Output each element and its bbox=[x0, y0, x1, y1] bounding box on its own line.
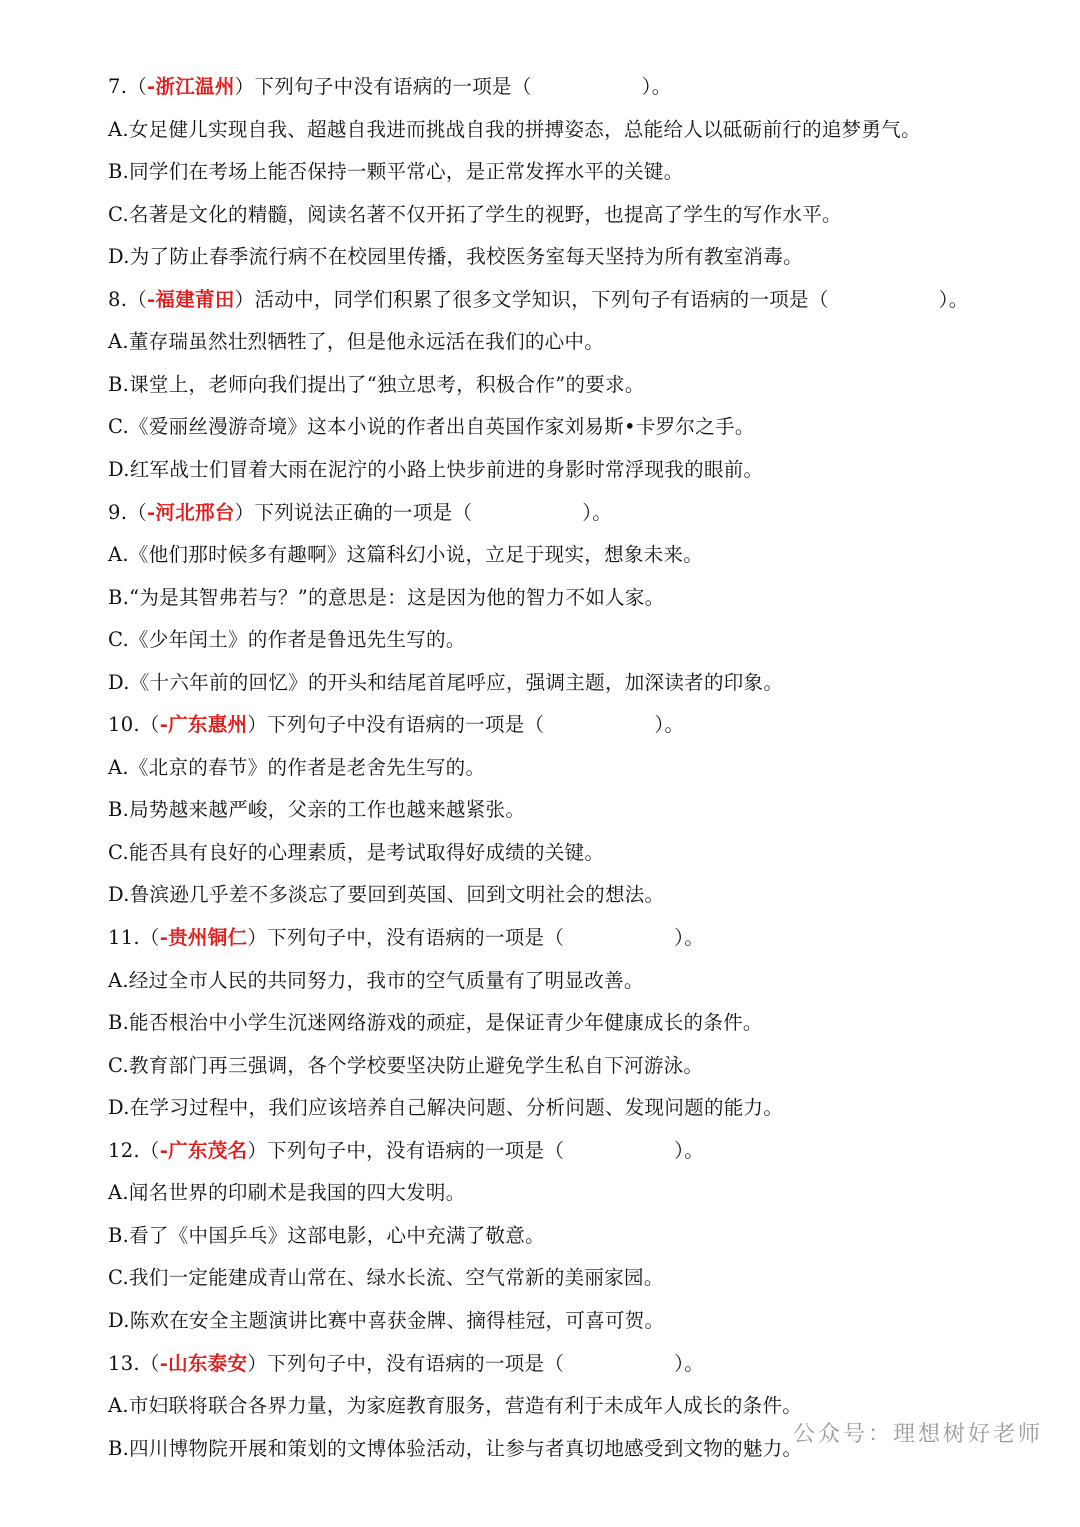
answer-option: C.《爱丽丝漫游奇境》这本小说的作者出自英国作家刘易斯•卡罗尔之手。 bbox=[108, 415, 755, 439]
question-source: -广东惠州 bbox=[159, 713, 248, 737]
answer-option: D.陈欢在安全主题演讲比赛中喜获金牌、摘得桂冠，可喜可贺。 bbox=[108, 1308, 665, 1332]
answer-option: B.“为是其智弗若与？”的意思是：这是因为他的智力不如人家。 bbox=[108, 585, 665, 609]
question-text: 下列句子中，没有语病的一项是（ bbox=[267, 926, 565, 949]
question-source: -福建莆田 bbox=[147, 287, 235, 311]
answer-option: A.市妇联将联合各界力量，为家庭教育服务，营造有利于未成年人成长的条件。 bbox=[108, 1394, 803, 1418]
question-stem: 11.（-贵州铜仁）下列句子中，没有语病的一项是（ ）。 bbox=[108, 926, 705, 949]
answer-option: D.《十六年前的回忆》的开头和结尾首尾呼应，强调主题，加深读者的印象。 bbox=[108, 670, 784, 694]
question-number: 13. bbox=[108, 1351, 140, 1375]
question-source: -浙江温州 bbox=[147, 75, 235, 98]
answer-option: C.名著是文化的精髓，阅读名著不仅开拓了学生的视野，也提高了学生的写作水平。 bbox=[108, 202, 842, 226]
question-text: 活动中，同学们积累了很多文学知识，下列句子有语病的一项是（ bbox=[254, 287, 829, 311]
answer-option: B.能否根治中小学生沉迷网络游戏的顽症，是保证青少年健康成长的条件。 bbox=[108, 1011, 763, 1035]
question-number: 10. bbox=[108, 713, 140, 737]
question-stem: 7.（-浙江温州）下列句子中没有语病的一项是（ ）。 bbox=[108, 75, 672, 98]
answer-option: C.教育部门再三强调，各个学校要坚决防止避免学生私自下河游泳。 bbox=[108, 1053, 704, 1077]
question-source: -河北邢台 bbox=[147, 500, 235, 524]
question-number: 8. bbox=[108, 287, 128, 311]
question-close: ）。 bbox=[938, 287, 969, 311]
answer-option: B.看了《中国乒乓》这部电影，心中充满了敬意。 bbox=[108, 1223, 545, 1247]
answer-option: C.《少年闰土》的作者是鲁迅先生写的。 bbox=[108, 628, 466, 652]
answer-option: D.红军战士们冒着大雨在泥泞的小路上快步前进的身影时常浮现我的眼前。 bbox=[108, 457, 764, 481]
question-stem: 8.（-福建莆田）活动中，同学们积累了很多文学知识，下列句子有语病的一项是（ ）。 bbox=[108, 287, 969, 311]
answer-option: A.经过全市人民的共同努力，我市的空气质量有了明显改善。 bbox=[108, 968, 644, 992]
question-close: ）。 bbox=[674, 926, 705, 949]
answer-option: A.《北京的春节》的作者是老舍先生写的。 bbox=[108, 755, 486, 779]
question-stem: 10.（-广东惠州）下列句子中没有语病的一项是（ ）。 bbox=[108, 713, 685, 737]
question-stem: 9.（-河北邢台）下列说法正确的一项是（ ）。 bbox=[108, 500, 613, 524]
question-number: 11. bbox=[108, 926, 140, 949]
question-close: ）。 bbox=[582, 500, 613, 524]
question-text: 下列句子中没有语病的一项是（ bbox=[254, 75, 532, 98]
question-number: 12. bbox=[108, 1138, 140, 1162]
question-source: -贵州铜仁 bbox=[159, 926, 248, 949]
question-close: ）。 bbox=[674, 1351, 705, 1375]
question-close: ）。 bbox=[674, 1138, 705, 1162]
answer-option: B.四川博物院开展和策划的文博体验活动，让参与者真切地感受到文物的魅力。 bbox=[108, 1436, 803, 1460]
question-stem: 13.（-山东泰安）下列句子中，没有语病的一项是（ ）。 bbox=[108, 1351, 705, 1375]
question-number: 9. bbox=[108, 500, 128, 524]
question-source: -山东泰安 bbox=[159, 1351, 248, 1375]
question-text: 下列说法正确的一项是（ bbox=[254, 500, 473, 524]
answer-option: D.鲁滨逊几乎差不多淡忘了要回到英国、回到文明社会的想法。 bbox=[108, 883, 665, 907]
question-close: ）。 bbox=[654, 713, 685, 737]
answer-option: A.闻名世界的印刷术是我国的四大发明。 bbox=[108, 1181, 466, 1205]
answer-option: C.我们一定能建成青山常在、绿水长流、空气常新的美丽家园。 bbox=[108, 1266, 664, 1290]
question-text: 下列句子中，没有语病的一项是（ bbox=[267, 1351, 565, 1375]
watermark: 公众号：理想树好老师 bbox=[793, 1422, 1044, 1447]
question-stem: 12.（-广东茂名）下列句子中，没有语病的一项是（ ）。 bbox=[108, 1138, 705, 1162]
answer-option: B.课堂上，老师向我们提出了“独立思考，积极合作”的要求。 bbox=[108, 372, 645, 396]
answer-option: D.为了防止春季流行病不在校园里传播，我校医务室每天坚持为所有教室消毒。 bbox=[108, 245, 803, 269]
answer-option: A.董存瑞虽然壮烈牺牲了，但是他永远活在我们的心中。 bbox=[108, 330, 605, 354]
question-text: 下列句子中，没有语病的一项是（ bbox=[267, 1138, 565, 1162]
answer-option: B.局势越来越严峻，父亲的工作也越来越紧张。 bbox=[108, 798, 526, 822]
answer-option: B.同学们在考场上能否保持一颗平常心，是正常发挥水平的关键。 bbox=[108, 160, 684, 184]
question-number: 7. bbox=[108, 75, 128, 98]
question-text: 下列句子中没有语病的一项是（ bbox=[267, 713, 545, 737]
answer-option: D.在学习过程中，我们应该培养自己解决问题、分析问题、发现问题的能力。 bbox=[108, 1096, 784, 1120]
question-source: -广东茂名 bbox=[159, 1138, 248, 1162]
answer-option: A.女足健儿实现自我、超越自我进而挑战自我的拼搏姿态，总能给人以砥砺前行的追梦勇气。 bbox=[108, 117, 921, 141]
answer-option: C.能否具有良好的心理素质，是考试取得好成绩的关键。 bbox=[108, 840, 605, 864]
question-close: ）。 bbox=[641, 75, 672, 98]
answer-option: A.《他们那时候多有趣啊》这篇科幻小说，立足于现实，想象未来。 bbox=[108, 543, 704, 567]
